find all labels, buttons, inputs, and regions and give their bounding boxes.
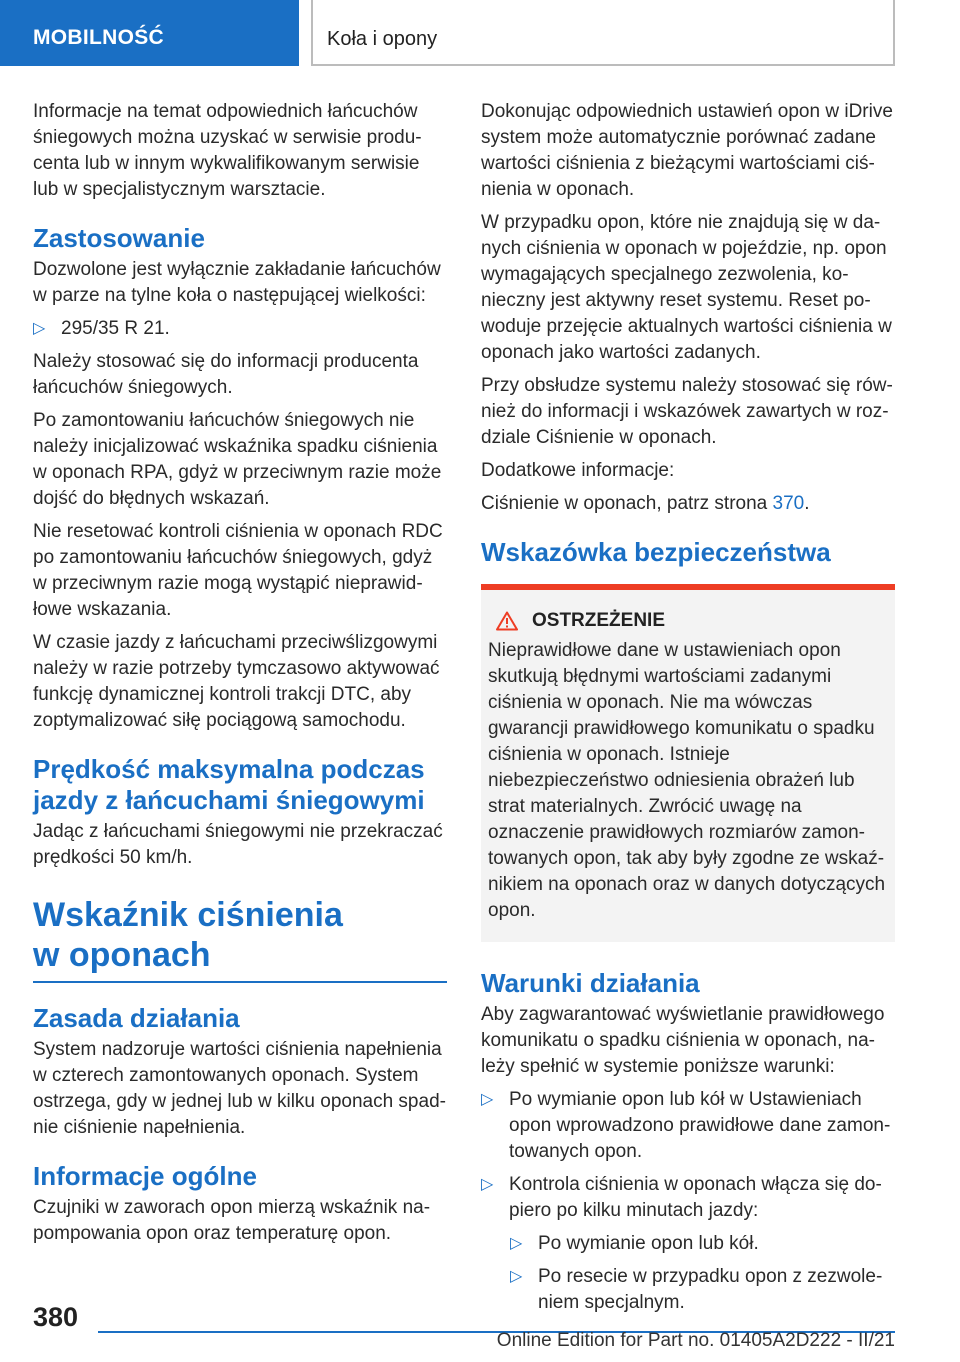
list-item — [481, 1172, 895, 1224]
sub-list-item-text: Po resecie w przypadku opon z zezwoleniem specjalnym. — [538, 1266, 883, 1313]
intro-paragraph: Informacje na temat odpowiednich łańcuchów śniegowych można uzyskać w serwisie producenta lub w innym wykwalifikowanym serwisie lub w specjalistycznym warsztacie. — [33, 101, 422, 200]
paragraph: Aby zagwarantować wyświetlanie prawidłowego komunikatu o spadku ciśnienia w oponach, należy spełnić w systemie poniższe warunki: — [481, 1004, 885, 1077]
chapter-heading-line-1: Wskaźnik ciśnienia — [33, 896, 343, 934]
heading-zasada: Zasada działania — [33, 1003, 240, 1033]
sub-list-item-text: Po wymianie opon lub kół. — [538, 1233, 759, 1254]
sub-list-item — [481, 1231, 895, 1257]
cross-reference-text: Ciśnienie w oponach, patrz strona — [481, 493, 773, 514]
heading-predkosc: Prędkość maksymalna podczas jazdy z łańcuchami śniegowymi — [33, 754, 425, 815]
paragraph: Należy stosować się do informacji producenta łańcuchów śniegowych. — [33, 351, 419, 398]
paragraph: Dodatkowe informacje: — [481, 460, 675, 481]
paragraph: Przy obsłudze systemu należy stosować się również do informacji i wskazówek zawartych w rozdziale Ciśnienie w oponach. — [481, 375, 893, 448]
left-column — [33, 99, 447, 1254]
header-chapter-tab — [311, 0, 895, 66]
paragraph: W przypadku opon, które nie znajdują się w danych ciśnienia w oponach w pojeździe, np. opon wymagających specjalnego zezwolenia, konieczny jest aktywny reset systemu. Reset powoduje przejęcie aktualnych wartości ciśnienia w oponach jako wartości zadanych. — [481, 212, 892, 363]
paragraph: Dokonując odpowiednich ustawień opon w iDrive system może automatycznie porównać zadane wartości ciśnienia z bieżącymi wartościami ciśnienia w oponach. — [481, 101, 893, 200]
triangle-right-icon: ▷ — [510, 1268, 523, 1285]
right-column — [481, 99, 895, 1323]
paragraph: W czasie jazdy z łańcuchami przeciwślizgowymi należy w razie potrzeby tymczasowo aktywować funkcję dynamicznej kontroli trakcji DTC, aby zoptymalizować siłę pociągową samochodu. — [33, 632, 440, 731]
list-item-text: Kontrola ciśnienia w oponach włącza się dopiero po kilku minutach jazdy: — [509, 1174, 882, 1221]
header-section-tab — [0, 0, 299, 66]
list-item — [481, 1087, 895, 1165]
header-chapter-label: Koła i opony — [327, 28, 438, 50]
list-item — [33, 316, 447, 342]
warning-triangle-icon — [496, 611, 518, 631]
header-section-label: MOBILNOŚĆ — [33, 26, 165, 49]
triangle-right-icon: ▷ — [481, 1091, 494, 1108]
page-link[interactable]: 370 — [772, 493, 805, 514]
paragraph: System nadzoruje wartości ciśnienia napełnienia w czterech zamontowanych oponach. System ostrzega, gdy w jednej lub w kilku oponach spadnie ciśnienie napełnienia. — [33, 1039, 446, 1138]
chapter-heading — [33, 895, 447, 981]
paragraph: Czujniki w zaworach opon mierzą wskaźnik napompowania opon oraz temperaturę opon. — [33, 1197, 431, 1244]
heading-zastosowanie: Zastosowanie — [33, 223, 205, 253]
paragraph: Nie resetować kontroli ciśnienia w oponach RDC po zamontowaniu łańcuchów śniegowych, gdyż w przeciwnym razie mogą wystąpić nieprawidłowe wskazania. — [33, 521, 443, 620]
warning-box — [481, 584, 895, 942]
triangle-right-icon: ▷ — [510, 1235, 523, 1252]
triangle-right-icon: ▷ — [33, 320, 46, 337]
chapter-heading-block — [33, 895, 447, 983]
heading-warunki: Warunki działania — [481, 968, 700, 998]
heading-informacje: Informacje ogólne — [33, 1161, 257, 1191]
cross-reference — [481, 491, 895, 517]
heading-bezpieczenstwo: Wskazówka bezpieczeństwa — [481, 537, 831, 567]
warning-text: Nieprawidłowe dane w ustawieniach opon skutkują błędnymi wartościami zadanymi ciśnienia w oponach. Nie ma wówczas gwarancji prawidłowego komunikatu o spadku ciśnienia w oponach. Istnieje niebezpieczeństwo odniesienia obrażeń lub strat materialnych. Zwrócić uwagę na oznaczenie prawidłowych rozmiarów zamontowanych opon, tak aby były zgodne ze wskaźnikiem na oponach oraz w danych dotyczących opon. — [488, 640, 886, 921]
paragraph: Po zamontowaniu łańcuchów śniegowych nie należy inicjalizować wskaźnika spadku ciśnienia w oponach RPA, gdyż w przeciwnym razie może dojść do błędnych wskazań. — [33, 410, 442, 509]
warning-title: OSTRZEŻENIE — [532, 610, 666, 631]
list-item-text: 295/35 R 21. — [61, 318, 170, 339]
sub-list-item — [481, 1264, 895, 1316]
list-item-text: Po wymianie opon lub kół w Ustawieniach opon wprowadzono prawidłowe dane zamontowanych opon. — [509, 1089, 891, 1162]
warning-header — [488, 608, 887, 634]
footer-edition: Online Edition for Part no. 01405A2D222 - II/21 — [496, 1330, 895, 1351]
cross-reference-dot: . — [804, 493, 810, 514]
chapter-heading-line-2: w oponach — [33, 936, 211, 974]
paragraph: Jadąc z łańcuchami śniegowymi nie przekraczać prędkości 50 km/h. — [33, 821, 443, 868]
page-number: 380 — [33, 1302, 79, 1332]
triangle-right-icon: ▷ — [481, 1176, 494, 1193]
paragraph: Dozwolone jest wyłącznie zakładanie łańcuchów w parze na tylne koła o następującej wielkości: — [33, 259, 441, 306]
